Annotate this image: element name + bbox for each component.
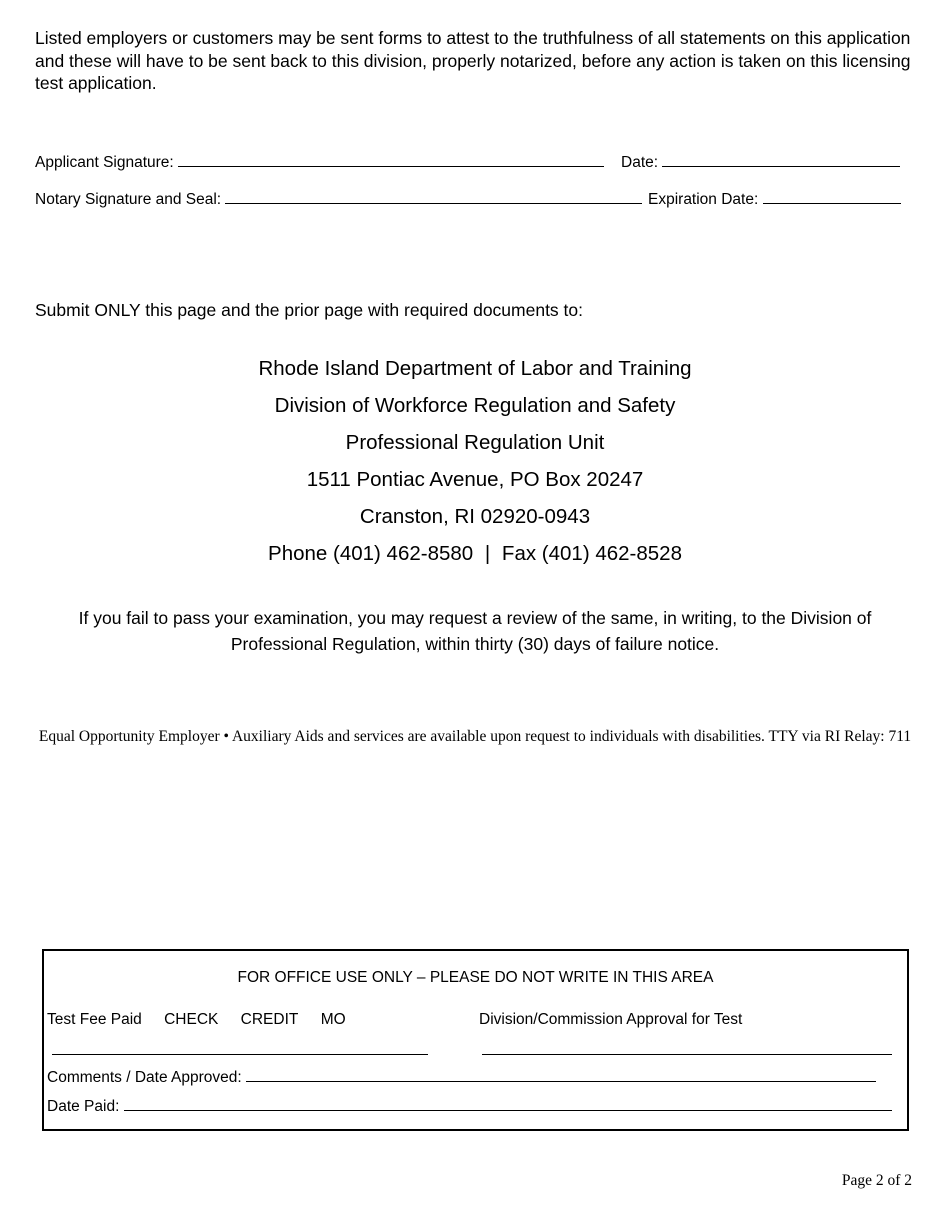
applicant-signature-row [35,152,604,173]
approval-label: Division/Commission Approval for Test [479,1011,743,1028]
office-use-box [42,949,909,1131]
payment-mo[interactable]: MO [320,1011,346,1028]
applicant-signature-field[interactable] [178,152,604,167]
address-line-unit: Professional Regulation Unit [345,431,605,454]
notary-signature-field[interactable] [225,189,642,204]
approval-field[interactable] [482,1054,892,1055]
address-line-department: Rhode Island Department of Labor and Training [258,357,692,380]
phone-number: Phone (401) 462-8580 [268,542,474,565]
notary-signature-row [35,189,642,210]
contact-line [0,542,950,566]
fee-paid-row [47,1011,364,1029]
fee-paid-label: Test Fee Paid [47,1011,142,1028]
date-field[interactable] [662,152,900,167]
notary-signature-label: Notary Signature and Seal: [35,191,222,208]
address-line-street: 1511 Pontiac Avenue, PO Box 20247 [306,468,644,491]
date-paid-label: Date Paid: [47,1098,120,1115]
expiration-date-label: Expiration Date: [648,191,759,208]
expiration-date-row [648,189,901,210]
address-line-city: Cranston, RI 02920-0943 [359,505,591,528]
comments-row [47,1067,876,1087]
submit-instruction: Submit ONLY this page and the prior page with required documents to: [35,300,584,320]
address-line-division: Division of Workforce Regulation and Safety [274,394,676,417]
date-paid-row [47,1096,892,1116]
page-number: Page 2 of 2 [841,1172,912,1189]
contact-separator: | [484,542,491,565]
fee-paid-field[interactable] [52,1054,428,1055]
payment-credit[interactable]: CREDIT [240,1011,299,1028]
applicant-signature-label: Applicant Signature: [35,154,174,171]
date-paid-field[interactable] [124,1096,892,1111]
comments-label: Comments / Date Approved: [47,1069,242,1086]
date-label: Date: [621,154,659,171]
comments-field[interactable] [246,1067,876,1082]
review-notice: If you fail to pass your examination, you may request a review of the same, in writing, to the Division of Professional Regulation, within thirty (30) days of failure notice. [78,608,872,654]
equal-opportunity-notice: Equal Opportunity Employer • Auxiliary Aids and services are available upon request to individuals with disabilities. TTY via RI Relay: 711 [38,728,912,745]
date-row [621,152,900,173]
payment-check[interactable]: CHECK [164,1011,219,1028]
intro-paragraph: Listed employers or customers may be sent forms to attest to the truthfulness of all statements on this application and these will have to be sent back to this division, properly notarized, before any action is taken on this licensing test application. [35,28,911,93]
expiration-date-field[interactable] [763,189,901,204]
fax-number: Fax (401) 462-8528 [501,542,682,565]
office-use-title: FOR OFFICE USE ONLY – PLEASE DO NOT WRITE IN THIS AREA [237,969,714,986]
